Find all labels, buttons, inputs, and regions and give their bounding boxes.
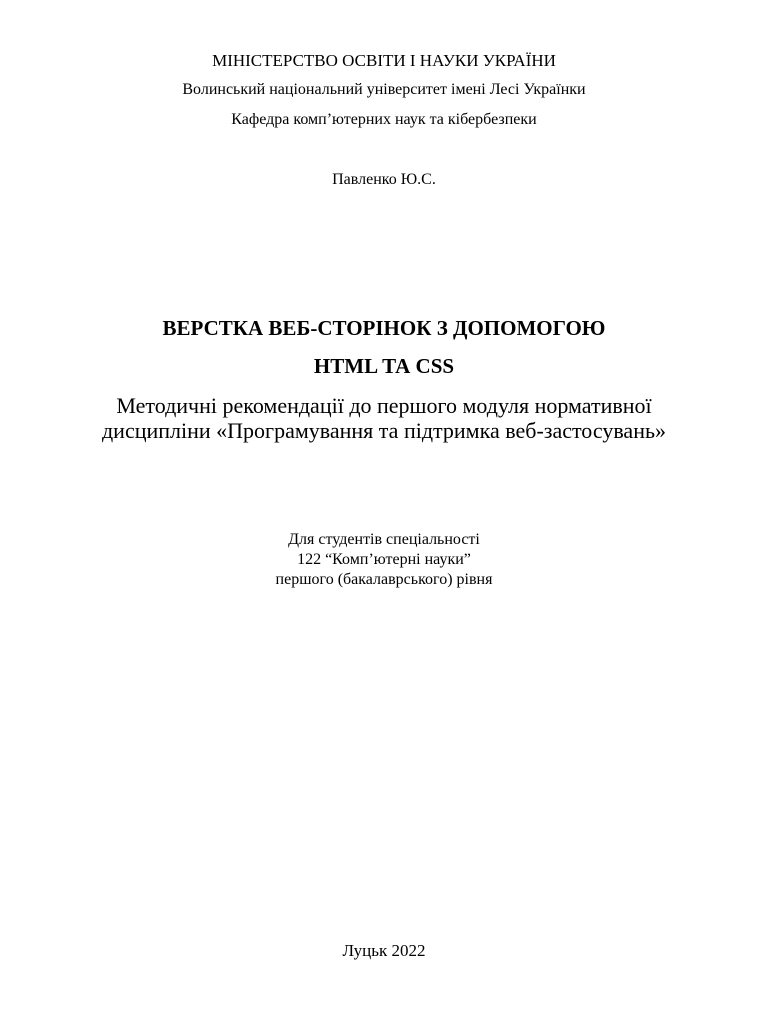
document-subtitle-line-2: дисципліни «Програмування та підтримка веб-застосувань» [101,418,667,443]
department-name: Кафедра комп’ютерних наук та кібербезпеки [231,111,537,128]
document-title-line-2: HTML ТА CSS [313,354,455,378]
audience-line-2: 122 “Комп’ютерні науки” [297,551,471,568]
document-subtitle-line-1: Методичні рекомендації до першого модуля нормативної [116,393,652,418]
document-title-line-1: ВЕРСТКА ВЕБ-СТОРІНОК З ДОПОМОГОЮ [162,316,606,340]
university-name: Волинський національний університет імені Лесі Українки [182,81,586,98]
ministry-heading: МІНІСТЕРСТВО ОСВІТИ І НАУКИ УКРАЇНИ [212,51,556,70]
author-name: Павленко Ю.С. [332,171,436,188]
audience-line-3: першого (бакалаврського) рівня [275,571,493,588]
place-year: Луцьк 2022 [342,941,426,960]
audience-line-1: Для студентів спеціальності [288,531,480,548]
